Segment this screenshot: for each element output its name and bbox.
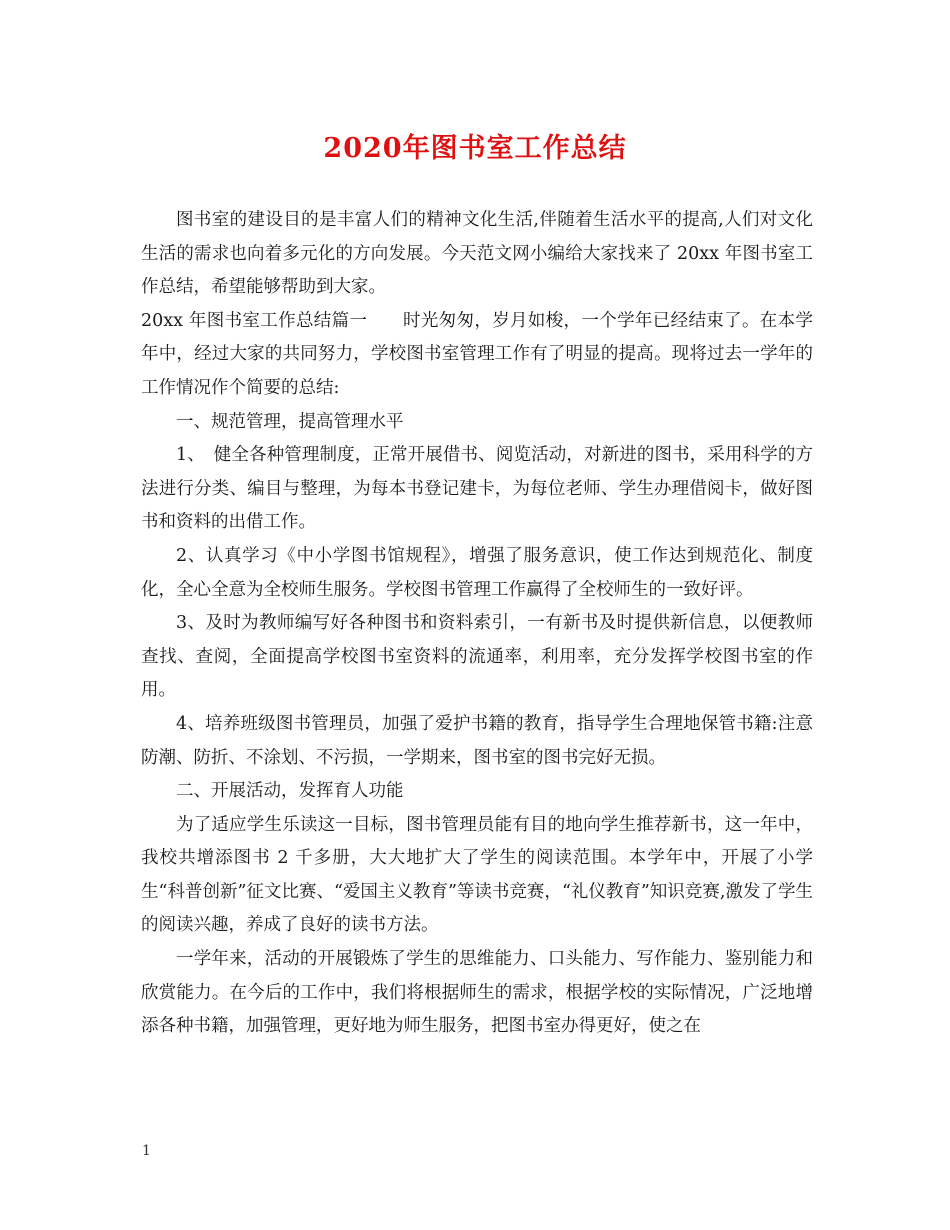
- paragraph-conclusion: 一学年来，活动的开展锻炼了学生的思维能力、口头能力、写作能力、鉴别能力和欣赏能力。在今后的工作中，我们将根据师生的需求，根据学校的实际情况，广泛地增添各种书籍，加强管理，更好地为师生服务，把图书室办得更好，使之在: [141, 949, 813, 1037]
- page-number: 1: [142, 1143, 151, 1159]
- paragraph-intro: 图书室的建设目的是丰富人们的精神文化生活,伴随着生活水平的提高,人们对文化生活的需求也向着多元化的方向发展。今天范文网小编给大家找来了 20xx 年图书室工作总结，希望能够帮助到大家。: [141, 210, 813, 298]
- paragraph-item-3: 3、及时为教师编写好各种图书和资料索引，一有新书及时提供新信息，以便教师查找、查阅，全面提高学校图书室资料的流通率，利用率，充分发挥学校图书室的作用。: [141, 613, 813, 701]
- heading-activities: 二、开展活动，发挥育人功能: [176, 781, 404, 802]
- paragraph-section-one-opening: 20xx 年图书室工作总结篇一 时光匆匆，岁月如梭，一个学年已经结束了。在本学年中，经过大家的共同努力，学校图书室管理工作有了明显的提高。现将过去一学年的工作情况作个简要的总结:: [141, 310, 813, 398]
- document-body: [141, 204, 813, 1044]
- paragraph-reading-activities: 为了适应学生乐读这一目标，图书管理员能有目的地向学生推荐新书，这一年中，我校共增添图书 2 千多册，大大地扩大了学生的阅读范围。本学年中，开展了小学 生“科普创新”征文比赛、“爱国主义教育”等读书竞赛，“礼仪教育”知识竞赛,激发了学生的阅读兴趣，养成了良好的读书方法。: [141, 814, 813, 936]
- paragraph-item-1: 1、 健全各种管理制度，正常开展借书、阅览活动，对新进的图书，采用科学的方法进行分类、编目与整理，为每本书登记建卡，为每位老师、学生办理借阅卡，做好图书和资料的出借工作。: [141, 445, 813, 533]
- document-title: 2020年图书室工作总结: [323, 133, 627, 164]
- paragraph-item-4: 4、培养班级图书管理员，加强了爱护书籍的教育，指导学生合理地保管书籍:注意防潮、防折、不涂划、不污损，一学期来，图书室的图书完好无损。: [141, 713, 813, 768]
- paragraph-item-2: 2、认真学习《中小学图书馆规程》，增强了服务意识，使工作达到规范化、制度化，全心全意为全校师生服务。学校图书管理工作赢得了全校师生的一致好评。: [141, 545, 813, 600]
- heading-standardized-management: 一、规范管理，提高管理水平: [176, 411, 404, 432]
